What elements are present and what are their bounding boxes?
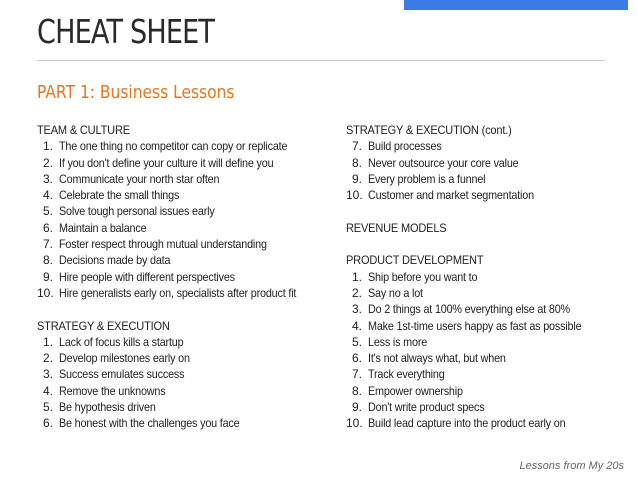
title-divider: [37, 60, 605, 61]
strategy-execution-list: [37, 334, 327, 432]
section-gap: [346, 203, 616, 219]
list-item: [346, 318, 616, 334]
list-item: [346, 187, 616, 203]
list-item: [37, 383, 327, 399]
list-item-text: Less is more: [368, 334, 428, 349]
list-item: [37, 285, 327, 301]
list-item: [346, 171, 616, 187]
list-item: [346, 138, 616, 154]
list-item: [37, 334, 327, 350]
list-item: [37, 350, 327, 366]
list-item-number: 4.: [42, 383, 53, 398]
list-item: [37, 203, 327, 219]
list-item-text: Communicate your north star often: [59, 171, 220, 186]
list-item-number: 3.: [351, 302, 362, 317]
list-item-text: Build processes: [368, 139, 442, 154]
list-item-text: Maintain a balance: [59, 220, 147, 235]
list-item-text: Develop milestones early on: [59, 351, 190, 366]
list-item-text: Never outsource your core value: [368, 155, 519, 170]
right-column: [346, 122, 616, 432]
list-item-number: 6.: [42, 220, 53, 235]
list-item-text: Make 1st-time users happy as fast as possible: [368, 318, 582, 333]
list-item: [37, 252, 327, 268]
list-item-number: 8.: [351, 155, 362, 170]
list-item-text: Solve tough personal issues early: [59, 204, 215, 219]
list-item: [37, 236, 327, 252]
list-item-number: 10.: [346, 188, 363, 203]
accent-bar: [404, 0, 628, 10]
list-item-number: 9.: [42, 269, 53, 284]
list-item-number: 3.: [42, 171, 53, 186]
list-item: [346, 415, 616, 431]
list-item: [37, 269, 327, 285]
list-item-number: 1.: [351, 269, 362, 284]
list-item: [346, 350, 616, 366]
list-item-number: 8.: [42, 253, 53, 268]
section-gap: [346, 236, 616, 252]
list-item: [346, 285, 616, 301]
list-item: [37, 415, 327, 431]
list-item-number: 2.: [42, 155, 53, 170]
list-item-text: The one thing no competitor can copy or replicate: [59, 139, 288, 154]
list-item-text: Empower ownership: [368, 383, 463, 398]
list-item-text: Do 2 things at 100% everything else at 80%: [368, 302, 570, 317]
list-item-text: Don't write product specs: [368, 400, 485, 415]
list-item: [346, 269, 616, 285]
list-item-number: 7.: [42, 237, 53, 252]
list-item-text: Success emulates success: [59, 367, 185, 382]
list-item-number: 1.: [42, 334, 53, 349]
list-item-text: Hire generalists early on, specialists after product fit: [59, 285, 297, 300]
list-item: [346, 155, 616, 171]
list-item: [37, 399, 327, 415]
list-item: [346, 301, 616, 317]
list-item-text: Track everything: [368, 367, 445, 382]
list-item-number: 4.: [351, 318, 362, 333]
list-item-text: Lack of focus kills a startup: [59, 334, 184, 349]
list-item: [346, 334, 616, 350]
product-development-list: [346, 269, 616, 432]
section-heading-product-development: PRODUCT DEVELOPMENT: [346, 253, 484, 268]
team-culture-list: [37, 138, 327, 301]
list-item-text: Remove the unknowns: [59, 383, 166, 398]
list-item-number: 6.: [42, 416, 53, 431]
list-item-number: 5.: [42, 204, 53, 219]
page-subtitle: PART 1: Business Lessons: [37, 82, 235, 103]
list-item-text: Hire people with different perspectives: [59, 269, 235, 284]
list-item-number: 4.: [42, 188, 53, 203]
list-item-number: 5.: [42, 400, 53, 415]
list-item-number: 10.: [37, 285, 54, 300]
list-item-text: Ship before you want to: [368, 269, 478, 284]
list-item-text: Be honest with the challenges you face: [59, 416, 240, 431]
strategy-execution-cont-list: [346, 138, 616, 203]
list-item-number: 7.: [351, 139, 362, 154]
section-heading-strategy-execution-cont: STRATEGY & EXECUTION (cont.): [346, 123, 512, 137]
list-item-number: 2.: [42, 351, 53, 366]
list-item: [37, 220, 327, 236]
list-item: [37, 138, 327, 154]
list-item: [37, 187, 327, 203]
section-heading-strategy-execution: STRATEGY & EXECUTION: [37, 318, 170, 333]
list-item-text: Foster respect through mutual understanding: [59, 237, 267, 252]
list-item-text: Build lead capture into the product early on: [368, 416, 566, 431]
left-column: [37, 122, 327, 432]
list-item: [346, 399, 616, 415]
list-item-text: Customer and market segmentation: [368, 188, 534, 203]
list-item-text: Celebrate the small things: [59, 188, 180, 203]
list-item-text: Say no a lot: [368, 285, 423, 300]
section-heading-team-culture: TEAM & CULTURE: [37, 123, 130, 137]
footer-caption: Lessons from My 20s: [519, 460, 624, 472]
list-item-number: 5.: [351, 334, 362, 349]
list-item-number: 9.: [351, 171, 362, 186]
list-item-text: It's not always what, but when: [368, 351, 506, 366]
list-item-text: Every problem is a funnel: [368, 171, 486, 186]
list-item-number: 7.: [351, 367, 362, 382]
list-item-number: 2.: [351, 285, 362, 300]
list-item-number: 9.: [351, 400, 362, 415]
page-title: CHEAT SHEET: [37, 12, 215, 51]
list-item-text: Decisions made by data: [59, 253, 171, 268]
list-item-number: 3.: [42, 367, 53, 382]
list-item-number: 10.: [346, 416, 363, 431]
list-item: [37, 171, 327, 187]
section-heading-revenue-models: REVENUE MODELS: [346, 220, 447, 235]
list-item-number: 1.: [42, 139, 53, 154]
list-item: [346, 383, 616, 399]
list-item-text: Be hypothesis driven: [59, 400, 156, 415]
list-item: [346, 366, 616, 382]
list-item-text: If you don't define your culture it will define you: [59, 155, 274, 170]
list-item: [37, 366, 327, 382]
list-item-number: 6.: [351, 351, 362, 366]
list-item: [37, 155, 327, 171]
section-gap: [37, 301, 327, 317]
list-item-number: 8.: [351, 383, 362, 398]
